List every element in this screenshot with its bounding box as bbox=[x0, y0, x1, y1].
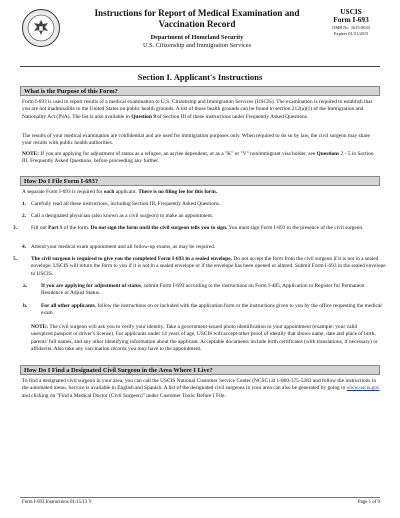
form-title-line2: Vaccination Record bbox=[158, 19, 236, 30]
purpose-note: NOTE: If you are applying for adjustment of status as a refugee, an asylee dependent, or as a "K" or "V" nonimmigrant visa holder, see Questions 2 - 5 in Section III, Frequently Asked Questions, before proceeding any further. bbox=[22, 151, 374, 165]
omb-number: OMB No. 1615-0033 bbox=[332, 24, 370, 30]
find-surgeon-paragraph: To find a designated civil surgeon in your area, you can call the USCIS National Customer Service Center (NCSC) at 1-800-375-5283 and follow the instructions in the automated menu. Service is available in English and Spanish. A list of the designated civil surgeons in your area can also be generated by going to www.uscis.gov and clicking on "Find a Medical Doctor (Civil Surgeon)" under Customer Tools: Before I File. bbox=[22, 378, 380, 399]
step-3: 3. Fill out Part 1 of the form. Do not sign the form until the civil surgeon tells you to sign. You must sign Form I-693 in the presence of the civil surgeon. bbox=[13, 225, 364, 231]
section-title: Section I. Applicant's Instructions bbox=[137, 72, 263, 82]
department-name: Department of Homeland Security bbox=[150, 34, 244, 42]
step-5-sub-b: b. For all other applicants, follow the instructions on or included with the application form or the instructions given to you by the office requesting the medical exam. bbox=[23, 303, 382, 317]
how-file-heading: How Do I File Form I-693? bbox=[20, 176, 380, 186]
step-5-sub-a: a. If you are applying for adjustment of status, submit Form I-693 according to the instructions on Form I-485, Application to Register for Permanent Residence or Adjust Status. bbox=[23, 283, 365, 297]
form-id-block bbox=[320, 8, 382, 37]
uscis-website-link[interactable]: www.uscis.gov bbox=[346, 385, 380, 392]
dhs-seal-icon bbox=[22, 9, 60, 47]
footer-page-number: Page 1 of 9 bbox=[357, 500, 380, 505]
expiration-date: Expires 01/31/2015 bbox=[333, 30, 369, 36]
footer-form-edition: Form I-693 Instructions 01/15/13 Y bbox=[22, 500, 92, 505]
form-number: Form I-693 bbox=[333, 15, 369, 25]
purpose-heading: What is the Purpose of this Form? bbox=[20, 86, 380, 96]
form-header bbox=[82, 8, 312, 49]
footer-divider bbox=[20, 497, 380, 498]
subdepartment-name: U.S. Citizenship and Immigration Services bbox=[142, 42, 252, 50]
eagle-emblem-icon bbox=[26, 13, 56, 43]
form-title-line1: Instructions for Report of Medical Examination and bbox=[94, 8, 300, 18]
header-divider bbox=[20, 66, 380, 67]
agency-label: USCIS bbox=[340, 7, 362, 16]
purpose-paragraph-2: The results of your medical examination are confidential and are used for immigration purposes only. When required to do so by law, the civil surgeon may share your results with public health authorities. bbox=[22, 133, 370, 147]
how-file-intro: A separate Form I-693 is required for each applicant. There is no filing fee for this form. bbox=[22, 189, 218, 195]
step-1: 1. Carefully read all these instructions, including Section III, Frequently Asked Questions. bbox=[22, 201, 221, 207]
step-2: 2. Call a designated physician (also known as a civil surgeon) to make an appointment. bbox=[22, 213, 214, 219]
find-surgeon-heading: How Do I Find a Designated Civil Surgeon in the Area Where I Live? bbox=[20, 365, 380, 375]
step-5: 5. The civil surgeon is required to give you the completed Form I-693 in a sealed envelope. Do not accept the form from the civil surgeon if it is not in a sealed envelope. USCIS will return the form to you if it is not in a sealed envelope or if the envelope has been opened or altered. Submit Form I-693 in the sealed envelope to USCIS. bbox=[13, 256, 386, 277]
step-4: 4. Attend your medical exam appointment and all follow-up exams, as may be required. bbox=[22, 244, 216, 250]
purpose-paragraph-1: Form I-693 is used to report results of a medical examination to U.S. Citizenship and Immigration Services (USCIS). The examination is required to establish that you are not inadmissible to the United States on public health grounds. A list of those health grounds can be found in section 212(a)(1) of the Immigration and Nationality Act (INA). The list is also available in Question 9 of Section III of these instructions under Frequently Asked Questions. bbox=[22, 99, 373, 120]
identity-note: NOTE: The civil surgeon will ask you to verify your identity. Take a government-issued photo identification to your appointment (example: your valid unexpired passport or driver's license). For applicants under 14 years of age, USCIS will accept other proof of identity that shows name, date and place of birth, parents' full names, and any other identifying information about the applicant. Acceptable documents include birth certificates (with translations, if necessary) or affidavits. Also take any vaccination records you may have to the appointment. bbox=[31, 324, 378, 353]
